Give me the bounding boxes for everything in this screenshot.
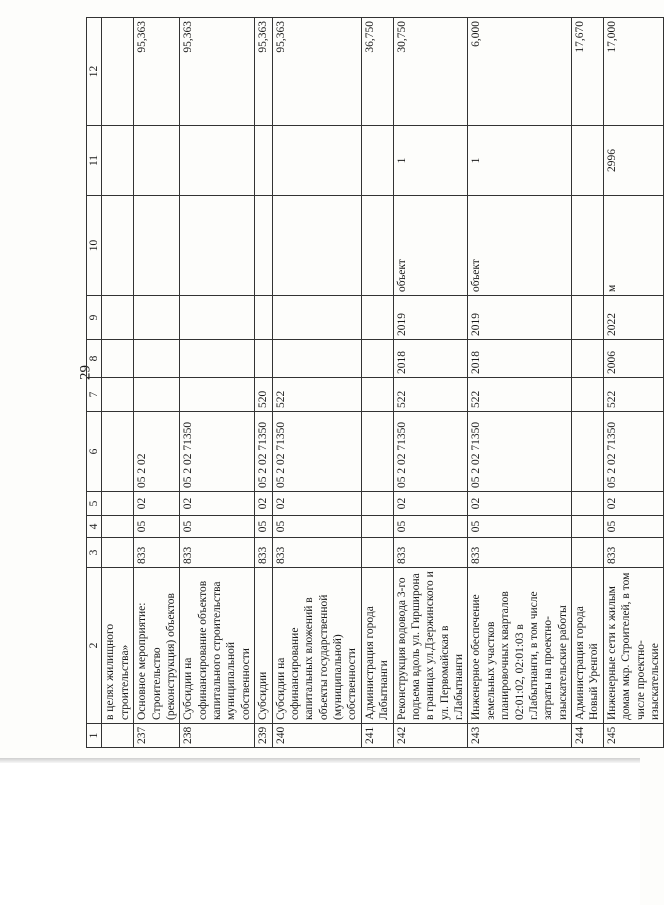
item-name-cell: Администрация города Лабытнанги <box>361 568 393 724</box>
table-cell: объект <box>393 196 468 296</box>
table-cell <box>572 126 604 196</box>
table-cell: 05 2 02 71350 <box>603 412 664 492</box>
table-cell <box>134 196 180 296</box>
table-cell: 522 <box>603 378 664 412</box>
table-cell: 2006 <box>603 340 664 378</box>
table-cell <box>272 340 361 378</box>
table-cell <box>134 378 180 412</box>
table-cell <box>255 196 272 296</box>
column-header: 11 <box>87 126 102 196</box>
row-number-cell: 241 <box>361 724 393 748</box>
table-row <box>572 18 604 748</box>
table-cell: 95,363 <box>134 18 180 126</box>
column-header: 6 <box>87 412 102 492</box>
table-cell: 05 <box>468 516 572 538</box>
table-cell: 02 <box>393 492 468 516</box>
table-cell: 833 <box>180 538 255 568</box>
row-number-cell <box>102 724 134 748</box>
table-cell: 05 <box>134 516 180 538</box>
table-cell: 2022 <box>603 296 664 340</box>
table-cell: 36,750 <box>361 18 393 126</box>
table-cell: 2996 <box>603 126 664 196</box>
row-number-cell: 240 <box>272 724 361 748</box>
table-cell: 02 <box>180 492 255 516</box>
table-cell <box>102 340 134 378</box>
table-cell: 02 <box>468 492 572 516</box>
table-cell <box>361 196 393 296</box>
table-cell <box>180 340 255 378</box>
row-number-cell: 243 <box>468 724 572 748</box>
table-cell: 05 2 02 <box>134 412 180 492</box>
item-name-cell: Инженерные сети к жилым домам мкр. Строителей, в том числе проектно-изыскательские <box>603 568 664 724</box>
header-row <box>87 18 102 748</box>
table-cell <box>102 492 134 516</box>
table-cell: 95,363 <box>272 18 361 126</box>
table-cell <box>180 296 255 340</box>
table-cell <box>572 516 604 538</box>
table-row <box>468 18 572 748</box>
table-cell: 833 <box>393 538 468 568</box>
column-header: 5 <box>87 492 102 516</box>
table-cell <box>572 492 604 516</box>
table-cell: 02 <box>603 492 664 516</box>
table-cell <box>361 412 393 492</box>
table-cell: 833 <box>603 538 664 568</box>
table-cell <box>102 196 134 296</box>
table-cell: 05 2 02 71350 <box>272 412 361 492</box>
table-cell <box>361 516 393 538</box>
table-row <box>102 18 134 748</box>
table-cell <box>102 378 134 412</box>
table-cell <box>572 538 604 568</box>
table-cell <box>361 492 393 516</box>
table-cell: 833 <box>272 538 361 568</box>
table-cell <box>102 296 134 340</box>
table-cell: 05 2 02 71350 <box>255 412 272 492</box>
row-number-cell: 237 <box>134 724 180 748</box>
table-cell: 05 <box>180 516 255 538</box>
table-cell: 30,750 <box>393 18 468 126</box>
table-cell <box>102 18 134 126</box>
row-number-cell: 242 <box>393 724 468 748</box>
table-cell: объект <box>468 196 572 296</box>
table-cell <box>180 196 255 296</box>
table-cell: 05 2 02 71350 <box>468 412 572 492</box>
table-row <box>134 18 180 748</box>
table-cell <box>102 538 134 568</box>
table-cell <box>572 378 604 412</box>
table-cell: 95,363 <box>180 18 255 126</box>
column-header: 4 <box>87 516 102 538</box>
column-header: 3 <box>87 538 102 568</box>
table-cell: 833 <box>468 538 572 568</box>
item-name-cell: Субсидии на софинансирование капитальных вложений в объекты государственной (муниципальной) собственности <box>272 568 361 724</box>
rotated-table-container <box>86 18 661 748</box>
table-cell: 1 <box>393 126 468 196</box>
table-cell <box>361 126 393 196</box>
table-cell: 05 <box>603 516 664 538</box>
table-cell <box>361 296 393 340</box>
table-cell: 02 <box>272 492 361 516</box>
table-cell <box>361 378 393 412</box>
table-cell: 2019 <box>393 296 468 340</box>
item-name-cell: Субсидии <box>255 568 272 724</box>
table-row <box>393 18 468 748</box>
table-body <box>87 18 664 748</box>
page-number: 29 <box>77 365 94 380</box>
table-cell <box>102 412 134 492</box>
item-name-cell: Основное мероприятие: Строительство (реконструкция) объектов <box>134 568 180 724</box>
table-cell: 05 <box>272 516 361 538</box>
table-row <box>272 18 361 748</box>
table-cell <box>272 196 361 296</box>
column-header: 1 <box>87 724 102 748</box>
table-cell <box>102 126 134 196</box>
table-cell <box>180 378 255 412</box>
column-header: 12 <box>87 18 102 126</box>
table-row <box>255 18 272 748</box>
table-row <box>603 18 664 748</box>
table-cell <box>361 538 393 568</box>
item-name-cell: Субсидии на софинансирование объектов капитального строительства муниципальной собственности <box>180 568 255 724</box>
column-header: 9 <box>87 296 102 340</box>
row-number-cell: 238 <box>180 724 255 748</box>
row-number-cell: 239 <box>255 724 272 748</box>
table-cell: 95,363 <box>255 18 272 126</box>
table-cell: 522 <box>468 378 572 412</box>
table-cell: 1 <box>468 126 572 196</box>
table-cell: 833 <box>134 538 180 568</box>
table-cell: 02 <box>255 492 272 516</box>
table-row <box>180 18 255 748</box>
table-cell: 520 <box>255 378 272 412</box>
table-cell <box>572 196 604 296</box>
item-name-cell: Администрация города Новый Уренгой <box>572 568 604 724</box>
row-number-cell: 244 <box>572 724 604 748</box>
table-cell <box>572 340 604 378</box>
table-cell <box>361 340 393 378</box>
table-cell: 522 <box>272 378 361 412</box>
table-cell <box>272 296 361 340</box>
table-cell: 2018 <box>393 340 468 378</box>
table-cell <box>255 296 272 340</box>
table-cell <box>134 296 180 340</box>
table-cell: 02 <box>134 492 180 516</box>
table-cell: 833 <box>255 538 272 568</box>
scan-margin <box>0 763 640 905</box>
table-cell: 05 2 02 71350 <box>393 412 468 492</box>
column-header: 2 <box>87 568 102 724</box>
table-row <box>361 18 393 748</box>
table-cell <box>572 412 604 492</box>
table-cell <box>102 516 134 538</box>
table-cell: 17,000 <box>603 18 664 126</box>
table-cell <box>180 126 255 196</box>
row-number-cell: 245 <box>603 724 664 748</box>
item-name-cell: Реконструкция водовода 3-го подъема вдоль ул. Гирширона в границах ул.Дзержинского и ул. Первомайская в г.Лабытнанги <box>393 568 468 724</box>
budget-table <box>86 17 664 748</box>
table-cell: 05 2 02 71350 <box>180 412 255 492</box>
item-name-cell: Инженерное обеспечение земельных участков планировочных кварталов 02:01:02, 02:01:03 в г.Лабытнанги, в том числе затраты на проектно-изыскательские работы <box>468 568 572 724</box>
table-cell <box>255 340 272 378</box>
column-header: 10 <box>87 196 102 296</box>
column-header: 7 <box>87 378 102 412</box>
table-cell: 522 <box>393 378 468 412</box>
table-cell <box>134 126 180 196</box>
table-cell <box>255 126 272 196</box>
table-cell: 17,670 <box>572 18 604 126</box>
table-cell: 05 <box>393 516 468 538</box>
table-cell <box>134 340 180 378</box>
column-header: 8 <box>87 340 102 378</box>
item-name-cell: в целях жилищного строительства» <box>102 568 134 724</box>
table-cell: 6,000 <box>468 18 572 126</box>
table-cell: м <box>603 196 664 296</box>
table-cell <box>572 296 604 340</box>
table-cell: 2018 <box>468 340 572 378</box>
table-cell <box>272 126 361 196</box>
table-cell: 05 <box>255 516 272 538</box>
table-cell: 2019 <box>468 296 572 340</box>
